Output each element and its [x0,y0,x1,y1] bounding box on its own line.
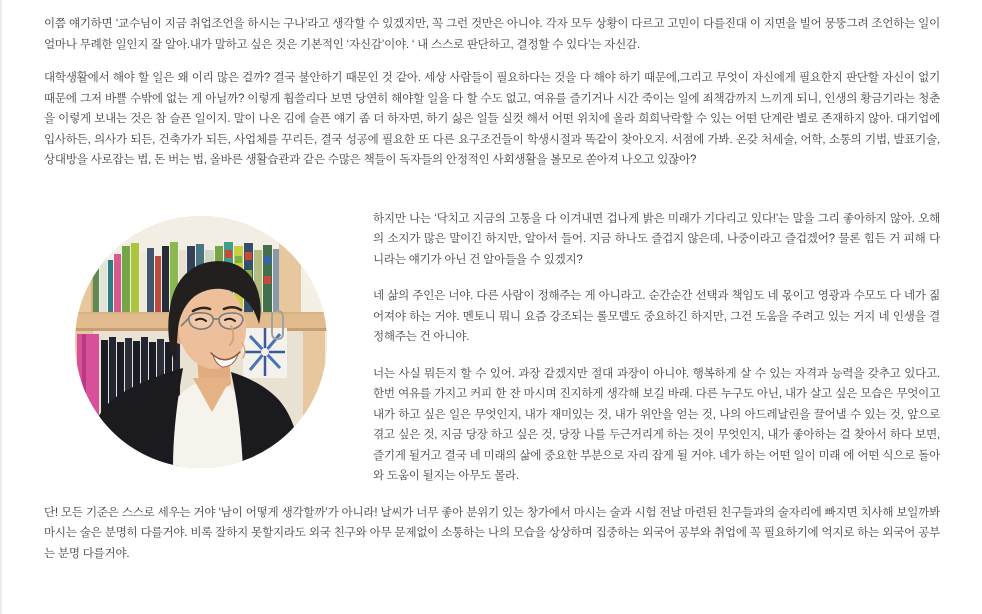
paragraph-intro: 이쯤 얘기하면 ‘교수님이 지금 취업조언을 하시는 구나’라고 생각할 수 있겠지만, 꼭 그런 것만은 아니야. 각자 모두 상황이 다르고 고민이 다를진대 이 지면을 빌어 뭉뚱그려 조언하는 일이 얼마나 무례한 일인지 잘 알아.내가 말하고 싶은 것은 기본적인 ‘자신감’이야. ‘ 내 스스로 판단하고, 결정할 수 있다’는 자신감. [44,18,940,51]
page-left-edge [0,0,2,614]
photo-text-section [44,209,940,503]
paragraph-closing: 단! 모든 기준은 스스로 세우는 거야 ‘남이 어떻게 생각할까’가 아니라! 날씨가 너무 좋아 분위기 있는 창가에서 마시는 술과 시험 전날 마련된 친구들과의 술자리에 빠지면 치사해 보일까봐 마시는 술은 분명히 다를거야. 비록 잘하지 못할지라도 외국 친구와 아무 문제없이 소통하는 나의 모습을 상상하며 집중하는 외국어 공부와 취업에 꼭 필요하기에 억지로 하는 외국어 공부는 분명 다를거야. [44,506,940,560]
paragraph-you-can-do-anything: 너는 사실 뭐든지 할 수 있어. 과장 같겠지만 절대 과장이 아니야. 행복하게 살 수 있는 자격과 능력을 갖추고 있다고. 한번 여유를 가지고 커피 한 잔 마시며 진지하게 생각해 보길 바래. 다른 누구도 아닌, 내가 살고 싶은 모습은 무엇이고 내가 하고 싶은 일은 무엇인지, 내가 재미있는 것, 내가 위안을 얻는 것, 나의 아드레날린을 끌어낼 수 있는 것, 앞으로 겪고 싶은 것, 지금 당장 하고 싶은 것, 당장 나를 두근거리게 하는 것이 무엇인지, 내가 좋아하는 걸 찾아서 하다 보면, 즐기게 될거고 결국 네 미래의 삶에 중요한 부분으로 자리 잡게 될 거야. 네가 하는 어떤 일이 미래 에 어떤 식으로 돌아와 도움이 될지는 아무도 몰라. [373,367,940,482]
paragraph-future: 하지만 나는 ‘닥치고 지금의 고통을 다 이겨내면 겁나게 밝은 미래가 기다리고 있다!’는 말을 그리 좋아하지 않아. 오해의 소지가 많은 말이긴 하지만, 알아서 들어. 지금 하나도 즐겁지 않은데, 나중이라고 즐겁겠어? 물론 힘든 거 피해 다니라는 얘기가 아닌 건 알아들을 수 있겠지? [373,212,940,266]
paragraph-college-life: 대학생활에서 해야 할 일은 왜 이리 많은 걸까? 결국 불안하기 때문인 것 같아. 세상 사람들이 필요하다는 것을 다 해야 하기 때문에,그리고 무엇이 자신에게 필요한지 판단할 자신이 없기 때문에 그저 바쁠 수밖에 없는 게 아닐까? 이렇게 휩쓸리다 보면 당연히 해야할 일을 다 할 수도 없고, 여유를 즐기거나 시간 죽이는 일에 죄책감까지 느끼게 되니, 인생의 황금기라는 청춘을 이렇게 보내는 것은 참 슬픈 일이지. 말이 나온 김에 슬픈 얘기 좀 더 하자면, 하기 싫은 일들 실컷 해서 어떤 위치에 올라 희희낙락할 수 있는 어떤 단계란 별로 존재하지 않아. 대기업에 입사하든, 의사가 되든, 건축가가 되든, 사업체를 꾸리든, 결국 성공에 필요한 또 다른 요구조건들이 학생시절과 똑같이 찾아오지. 서점에 가봐. 온갖 처세술, 어학, 소통의 기법, 발표기술, 상대방을 사로잡는 법, 돈 버는 법, 올바른 생활습관과 같은 수많은 책들이 독자들의 안정적인 사회생활을 볼모로 쏟아져 나오고 있잖아? [44,72,940,166]
blue-pinwheel [243,328,287,378]
paragraph-owner-of-life: 네 삶의 주인은 너야. 다른 사람이 정해주는 게 아니라고. 순간순간 선택과 책임도 네 몫이고 영광과 수모도 다 네가 짊어져야 하는 거야. 멘토니 뭐니 요즘 강조되는 롤모델도 중요하긴 하지만, 그건 도움을 주려고 있는 거지 네 인생을 결정해주는 건 아니야. [373,290,940,343]
photo-side-text [373,209,940,503]
author-photo [75,216,327,468]
author-photo-illustration [75,216,327,468]
